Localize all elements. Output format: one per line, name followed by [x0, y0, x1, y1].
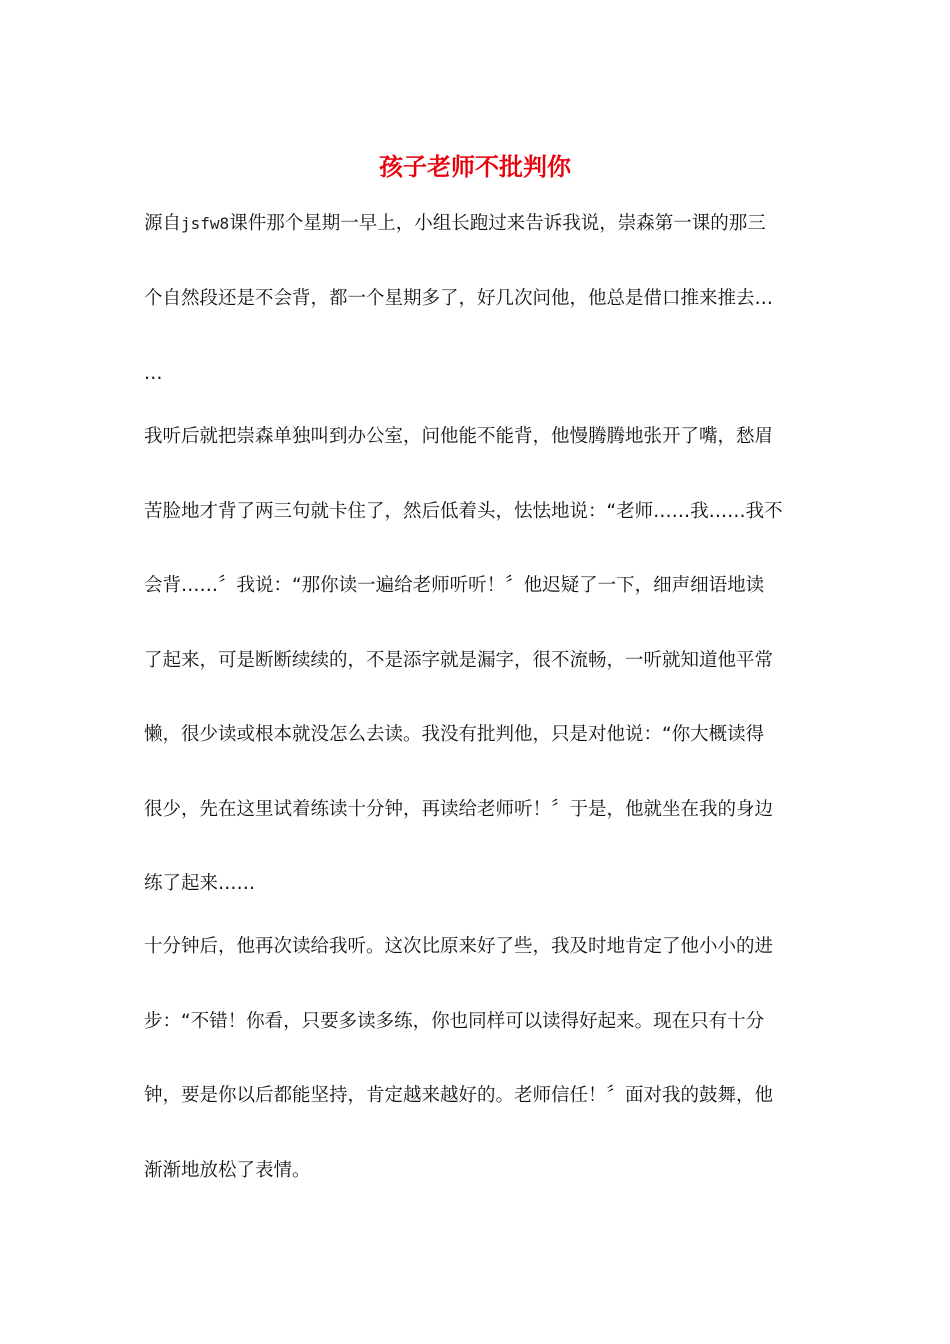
paragraph-line: … [144, 363, 163, 384]
paragraph-line: 步：“不错！你看，只要多读多练，你也同样可以读得好起来。现在只有十分 [144, 1011, 765, 1032]
document-title: 孩子老师不批判你 [379, 152, 571, 181]
paragraph-line: 苦脸地才背了两三句就卡住了，然后低着头，怯怯地说：“老师……我……我不 [144, 501, 783, 522]
paragraph-line: 我听后就把崇森单独叫到办公室，问他能不能背，他慢腾腾地张开了嘴，愁眉 [144, 426, 774, 447]
paragraph-line: 会背……〞我说：“那你读一遍给老师听听！〞他迟疑了一下，细声细语地读 [144, 575, 765, 596]
paragraph-line: 很少，先在这里试着练读十分钟，再读给老师听！〞于是，他就坐在我的身边 [144, 799, 774, 820]
paragraph-line: 个自然段还是不会背，都一个星期多了，好几次问他，他总是借口推来推去… [144, 288, 774, 309]
paragraph-line: 练了起来…… [144, 873, 256, 894]
source-code: jsfw8 [181, 214, 230, 233]
paragraph-line: 钟，要是你以后都能坚持，肯定越来越好的。老师信任！〞面对我的鼓舞，他 [144, 1085, 774, 1106]
line-text: 课件那个星期一早上，小组长跑过来告诉我说，崇森第一课的那三 [229, 213, 766, 234]
paragraph-line: 懒，很少读或根本就没怎么去读。我没有批判他，只是对他说：“你大概读得 [144, 724, 765, 745]
source-prefix: 源自 [144, 213, 182, 234]
paragraph-line: 了起来，可是断断续续的，不是添字就是漏字，很不流畅，一听就知道他平常 [144, 650, 774, 671]
paragraph-line [144, 210, 814, 238]
paragraph-line: 十分钟后，他再次读给我听。这次比原来好了些，我及时地肯定了他小小的进 [144, 936, 774, 957]
paragraph-line: 渐渐地放松了表情。 [144, 1160, 311, 1181]
